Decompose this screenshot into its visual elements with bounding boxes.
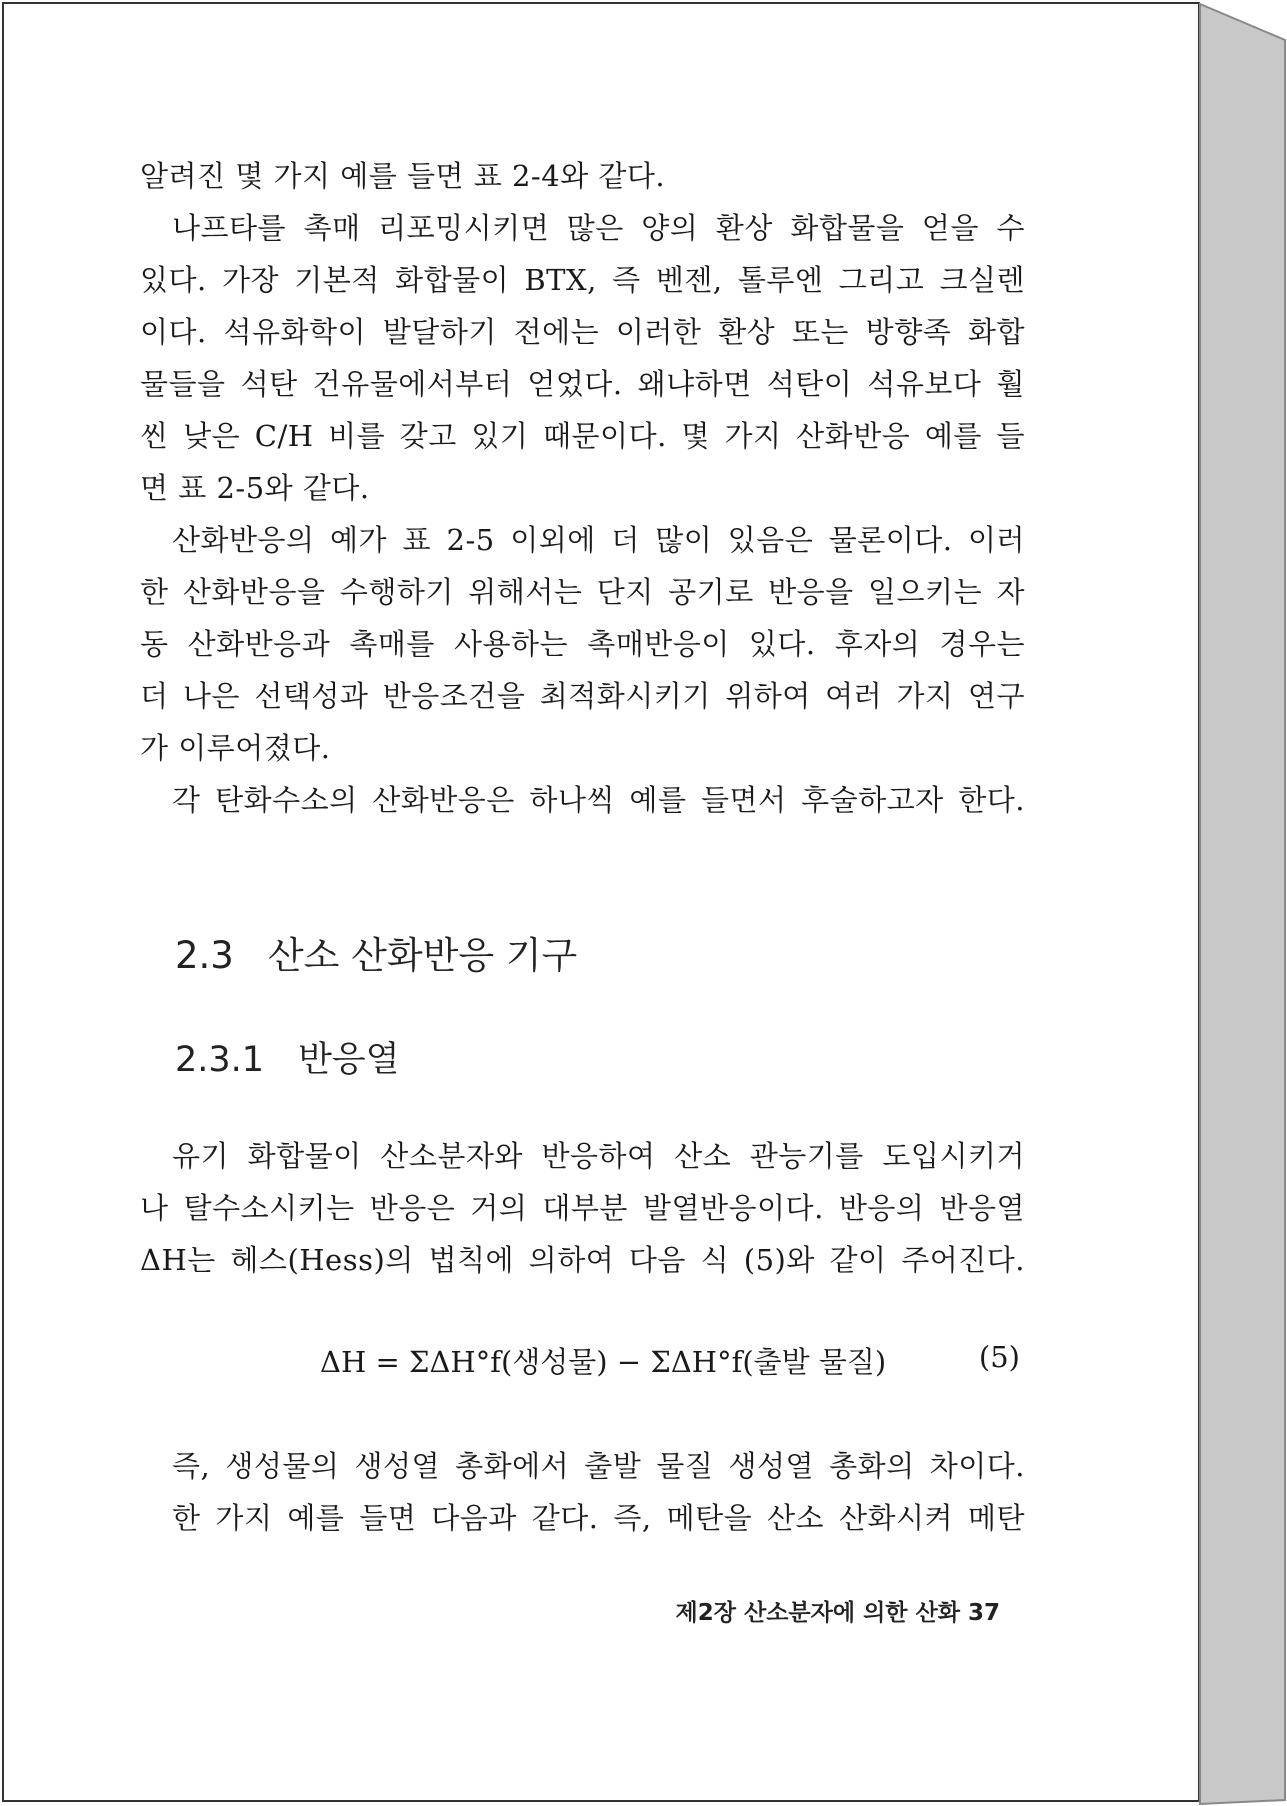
text-line: 동 산화반응과 촉매를 사용하는 촉매반응이 있다. 후자의 경우는 xyxy=(140,627,1025,661)
text-line: 더 나은 선택성과 반응조건을 최적화시키기 위하여 여러 가지 연구 xyxy=(140,679,1025,713)
text-line: 나 탈수소시키는 반응은 거의 대부분 발열반응이다. 반응의 반응열 xyxy=(140,1191,1025,1225)
text-line: 이다. 석유화학이 발달하기 전에는 이러한 환상 또는 방향족 화합 xyxy=(140,315,1025,349)
text-line: 산화반응의 예가 표 2-5 이외에 더 많이 있음은 물론이다. 이러 xyxy=(172,523,1025,557)
equation-number: (5) xyxy=(978,1340,1020,1374)
text-line: 가 이루어졌다. xyxy=(140,731,331,765)
section-heading xyxy=(175,925,577,979)
subsection-number: 2.3.1 xyxy=(175,1040,265,1080)
subsection-heading xyxy=(175,1032,400,1082)
top-text-block xyxy=(140,150,1025,826)
text-line: 한 산화반응을 수행하기 위해서는 단지 공기로 반응을 일으키는 자 xyxy=(140,575,1025,609)
text-line: 알려진 몇 가지 예를 들면 표 2-4와 같다. xyxy=(140,159,666,193)
section-number: 2.3 xyxy=(175,934,234,977)
text-line: 각 탄화수소의 산화반응은 하나씩 예를 들면서 후술하고자 한다. xyxy=(172,783,1025,817)
text-line: 유기 화합물이 산소분자와 반응하여 산소 관능기를 도입시키거 xyxy=(172,1139,1025,1173)
text-line: 즉, 생성물의 생성열 총화에서 출발 물질 생성열 총화의 차이다. xyxy=(172,1449,1025,1483)
bottom-text-block xyxy=(140,1440,1025,1544)
equation-text: ΔH = ΣΔH°f(생성물) − ΣΔH°f(출발 물질) xyxy=(320,1345,887,1379)
equation xyxy=(320,1340,1020,1381)
mid-text-block xyxy=(140,1130,1025,1286)
text-line: 물들을 석탄 건유물에서부터 얻었다. 왜냐하면 석탄이 석유보다 훨 xyxy=(140,367,1025,401)
text-line: 면 표 2-5와 같다. xyxy=(140,471,370,505)
section-title: 산소 산화반응 기구 xyxy=(267,934,578,977)
text-line: 있다. 가장 기본적 화합물이 BTX, 즉 벤젠, 톨루엔 그리고 크실렌 xyxy=(140,263,1025,297)
text-line: ΔH는 헤스(Hess)의 법칙에 의하여 다음 식 (5)와 같이 주어진다. xyxy=(140,1243,1025,1277)
text-line: 나프타를 촉매 리포밍시키면 많은 양의 환상 화합물을 얻을 수 xyxy=(172,211,1025,245)
text-line: 씬 낮은 C/H 비를 갖고 있기 때문이다. 몇 가지 산화반응 예를 들 xyxy=(140,419,1025,453)
page-footer: 제2장 산소분자에 의한 산화 37 xyxy=(675,1600,1000,1626)
text-line: 한 가지 예를 들면 다음과 같다. 즉, 메탄을 산소 산화시켜 메탄 xyxy=(172,1501,1025,1535)
subsection-title: 반응열 xyxy=(298,1040,400,1080)
